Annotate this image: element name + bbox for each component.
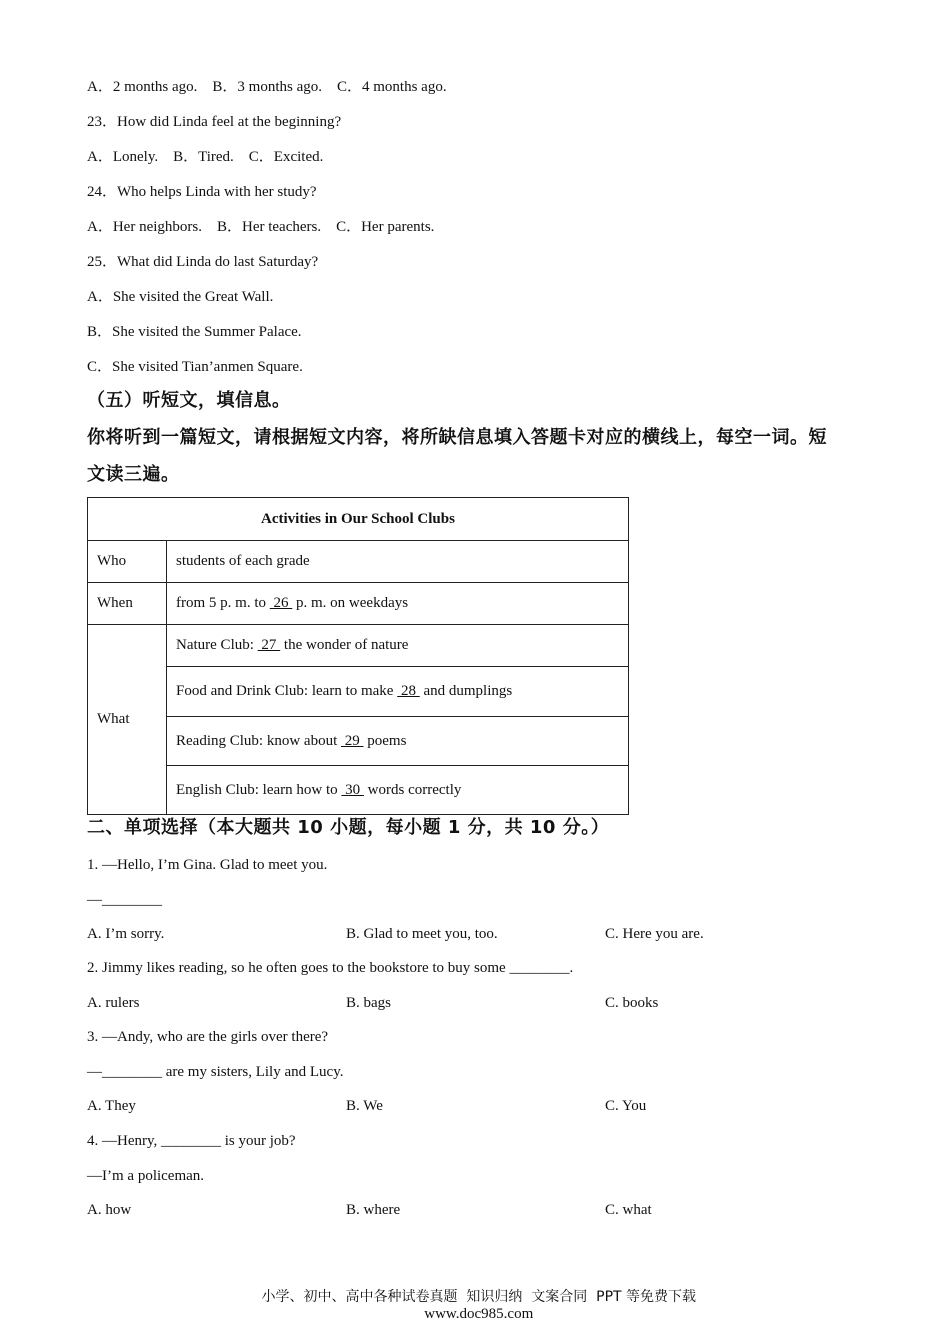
what-label: What (88, 625, 167, 815)
footer-text: 小学、初中、高中各种试卷真题 知识归纳 文案合同 PPT 等免费下载 (261, 1289, 697, 1305)
english-club-row: English Club: learn how to 30 words correctly (167, 766, 629, 815)
blank-29[interactable]: 29 (341, 732, 364, 749)
section5-instruction-line2: 文读三遍。 (87, 464, 180, 485)
who-label: Who (88, 541, 167, 583)
page-footer (0, 1269, 950, 1323)
table-title: Activities in Our School Clubs (88, 498, 629, 541)
blank-28[interactable]: 28 (397, 683, 420, 699)
q23-question: 23．How did Linda feel at the beginning? (87, 114, 342, 130)
q3-option-a[interactable]: A. They (87, 1098, 136, 1114)
q2-option-b[interactable]: B. bags (346, 995, 391, 1011)
footer-url[interactable]: www.doc985.com (424, 1306, 534, 1322)
q25-question: 25．What did Linda do last Saturday? (87, 254, 319, 270)
when-label: When (88, 583, 167, 625)
who-value: students of each grade (167, 541, 629, 583)
when-value: from 5 p. m. to 26 p. m. on weekdays (167, 583, 629, 625)
q4-reply: —I’m a policeman. (87, 1168, 205, 1184)
q3-option-b[interactable]: B. We (346, 1098, 383, 1114)
q1-reply: —________ (87, 892, 162, 908)
blank-30[interactable]: 30 (341, 781, 364, 798)
q25-option-b: B．She visited the Summer Palace. (87, 324, 302, 340)
q1-option-c[interactable]: C. Here you are. (605, 926, 704, 942)
food-club-row: Food and Drink Club: learn to make 28 and dumplings (167, 667, 629, 717)
q4-option-b[interactable]: B. where (346, 1202, 401, 1218)
q23-options: A．Lonely. B．Tired. C．Excited. (87, 149, 324, 165)
q1-question: 1. —Hello, I’m Gina. Glad to meet you. (87, 857, 328, 873)
blank-26[interactable]: 26 (269, 595, 293, 611)
blank-27[interactable]: 27 (257, 637, 281, 653)
part2-title: 二、单项选择（本大题共 10 小题，每小题 1 分，共 10 分。） (87, 817, 610, 838)
q25-option-c: C．She visited Tian’anmen Square. (87, 359, 303, 375)
q1-option-a[interactable]: A. I’m sorry. (87, 926, 165, 942)
q4-question: 4. —Henry, ________ is your job? (87, 1133, 296, 1149)
q3-question: 3. —Andy, who are the girls over there? (87, 1029, 329, 1045)
nature-club-row: Nature Club: 27 the wonder of nature (167, 625, 629, 667)
q22-options: A．2 months ago. B．3 months ago. C．4 months ago. (87, 79, 447, 95)
club-activities-table (87, 497, 629, 815)
q3-reply: —________ are my sisters, Lily and Lucy. (87, 1064, 344, 1080)
q4-option-c[interactable]: C. what (605, 1202, 652, 1218)
q2-question: 2. Jimmy likes reading, so he often goes to the bookstore to buy some ________. (87, 960, 574, 976)
q2-option-a[interactable]: A. rulers (87, 995, 140, 1011)
q2-option-c[interactable]: C. books (605, 995, 659, 1011)
section5-instruction-line1: 你将听到一篇短文，请根据短文内容，将所缺信息填入答题卡对应的横线上，每空一词。短 (87, 427, 827, 448)
q4-option-a[interactable]: A. how (87, 1202, 132, 1218)
q24-question: 24．Who helps Linda with her study? (87, 184, 317, 200)
q3-option-c[interactable]: C. You (605, 1098, 647, 1114)
reading-club-row: Reading Club: know about 29 poems (167, 717, 629, 766)
section5-title: （五）听短文，填信息。 (87, 390, 291, 411)
q1-option-b[interactable]: B. Glad to meet you, too. (346, 926, 498, 942)
q24-options: A．Her neighbors. B．Her teachers. C．Her parents. (87, 219, 435, 235)
q25-option-a: A．She visited the Great Wall. (87, 289, 274, 305)
